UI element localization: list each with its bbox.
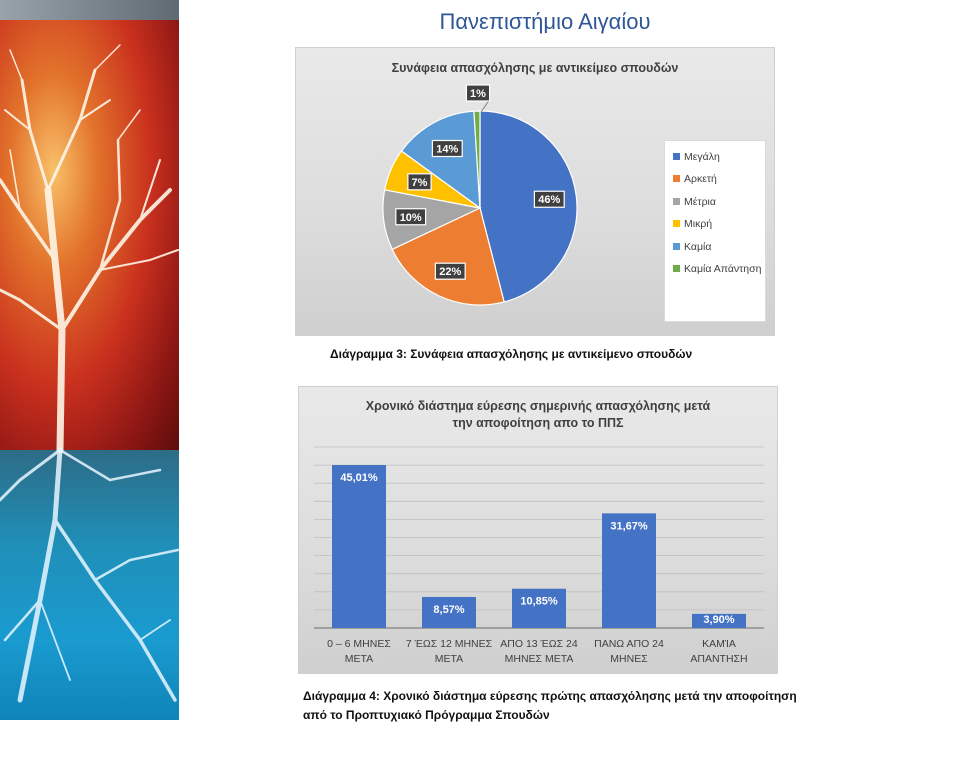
legend-swatch — [673, 243, 680, 250]
bar-data-label-1: 8,57% — [433, 603, 465, 616]
svg-text:7%: 7% — [411, 176, 428, 189]
x-tick-label-4: ΚΑΜΊΑ — [702, 638, 736, 650]
x-tick-label-0: 0 – 6 ΜΗΝΕΣ — [327, 638, 391, 650]
pie-data-label-4 — [432, 140, 462, 156]
page-title: Πανεπιστήμιο Αιγαίου — [439, 9, 651, 34]
legend-item-0 — [673, 151, 720, 163]
pie-chart-panel — [295, 47, 775, 336]
bar-data-label-0: 45,01% — [340, 472, 378, 485]
legend-swatch — [673, 198, 680, 205]
caption-diagram-3: Διάγραμμα 3: Συνάφεια απασχόλησης με αντικείμενο σπουδών — [330, 347, 693, 361]
x-tick-label-1: 7 ΈΩΣ 12 ΜΗΝΕΣ — [405, 638, 493, 650]
legend-label: Μεγάλη — [684, 151, 720, 163]
svg-text:14%: 14% — [436, 143, 459, 156]
legend-swatch — [673, 175, 680, 182]
pie-data-label-2 — [396, 209, 426, 225]
legend-swatch — [673, 265, 680, 272]
caption-diagram-4-line2: από το Προπτυχιακό Πρόγραμμα Σπουδών — [303, 708, 550, 722]
legend-label: Καμία Απάντηση — [684, 263, 762, 275]
pie-data-label-0 — [534, 191, 564, 207]
svg-text:46%: 46% — [538, 194, 561, 207]
legend-label: Μέτρια — [684, 195, 716, 208]
svg-text:10%: 10% — [399, 211, 422, 224]
x-tick-label-0: ΜΕΤΑ — [344, 653, 374, 665]
pie-legend — [664, 140, 766, 322]
x-tick-label-3: ΜΗΝΕΣ — [610, 653, 648, 665]
x-tick-label-2: ΜΗΝΕΣ ΜΕΤΑ — [504, 653, 574, 665]
bar-data-label-4: 3,90% — [703, 614, 735, 626]
legend-item-1 — [673, 173, 717, 185]
decorative-banner — [0, 0, 179, 720]
legend-label: Μικρή — [684, 218, 713, 231]
bar-chart-title-line2: την αποφοίτηση απο το ΠΠΣ — [452, 416, 624, 430]
x-tick-label-2: ΑΠΟ 13 ΈΩΣ 24 — [500, 638, 578, 650]
bar-2 — [512, 589, 566, 628]
legend-swatch — [673, 220, 680, 227]
legend-swatch — [673, 153, 680, 160]
svg-text:22%: 22% — [439, 266, 462, 279]
bar-chart — [299, 387, 779, 675]
x-tick-label-3: ΠΑΝΩ ΑΠΟ 24 — [594, 638, 664, 650]
caption-diagram-4-line1: Διάγραμμα 4: Χρονικό διάστημα εύρεσης πρώτης απασχόλησης μετά την αποφοίτηση — [303, 689, 797, 703]
svg-text:1%: 1% — [470, 88, 486, 100]
x-tick-label-1: ΜΕΤΑ — [434, 653, 464, 665]
caption-diagram-4 — [303, 687, 797, 725]
legend-label: Αρκετή — [684, 173, 717, 186]
bar-0 — [332, 465, 386, 628]
bar-data-label-2: 10,85% — [520, 595, 558, 608]
pie-data-label-1 — [435, 263, 465, 279]
pie-data-label-3 — [408, 174, 431, 190]
legend-item-2 — [673, 196, 716, 208]
bar-data-label-3: 31,67% — [610, 520, 648, 533]
pie-data-label-5 — [466, 85, 489, 101]
bar-chart-panel — [298, 386, 778, 674]
tree-illustration — [0, 0, 179, 720]
bar-chart-title-line1: Χρονικό διάστημα εύρεσης σημερινής απασχόλησης μετά — [365, 399, 711, 413]
legend-label: Καμία — [684, 240, 712, 253]
pie-chart-title: Συνάφεια απασχόλησης με αντικείμεο σπουδών — [391, 61, 679, 75]
pie-chart — [296, 48, 656, 337]
legend-item-3 — [673, 218, 712, 230]
legend-item-4 — [673, 241, 711, 253]
x-tick-label-4: ΑΠΑΝΤΗΣΗ — [690, 653, 748, 665]
legend-item-5 — [673, 263, 761, 275]
